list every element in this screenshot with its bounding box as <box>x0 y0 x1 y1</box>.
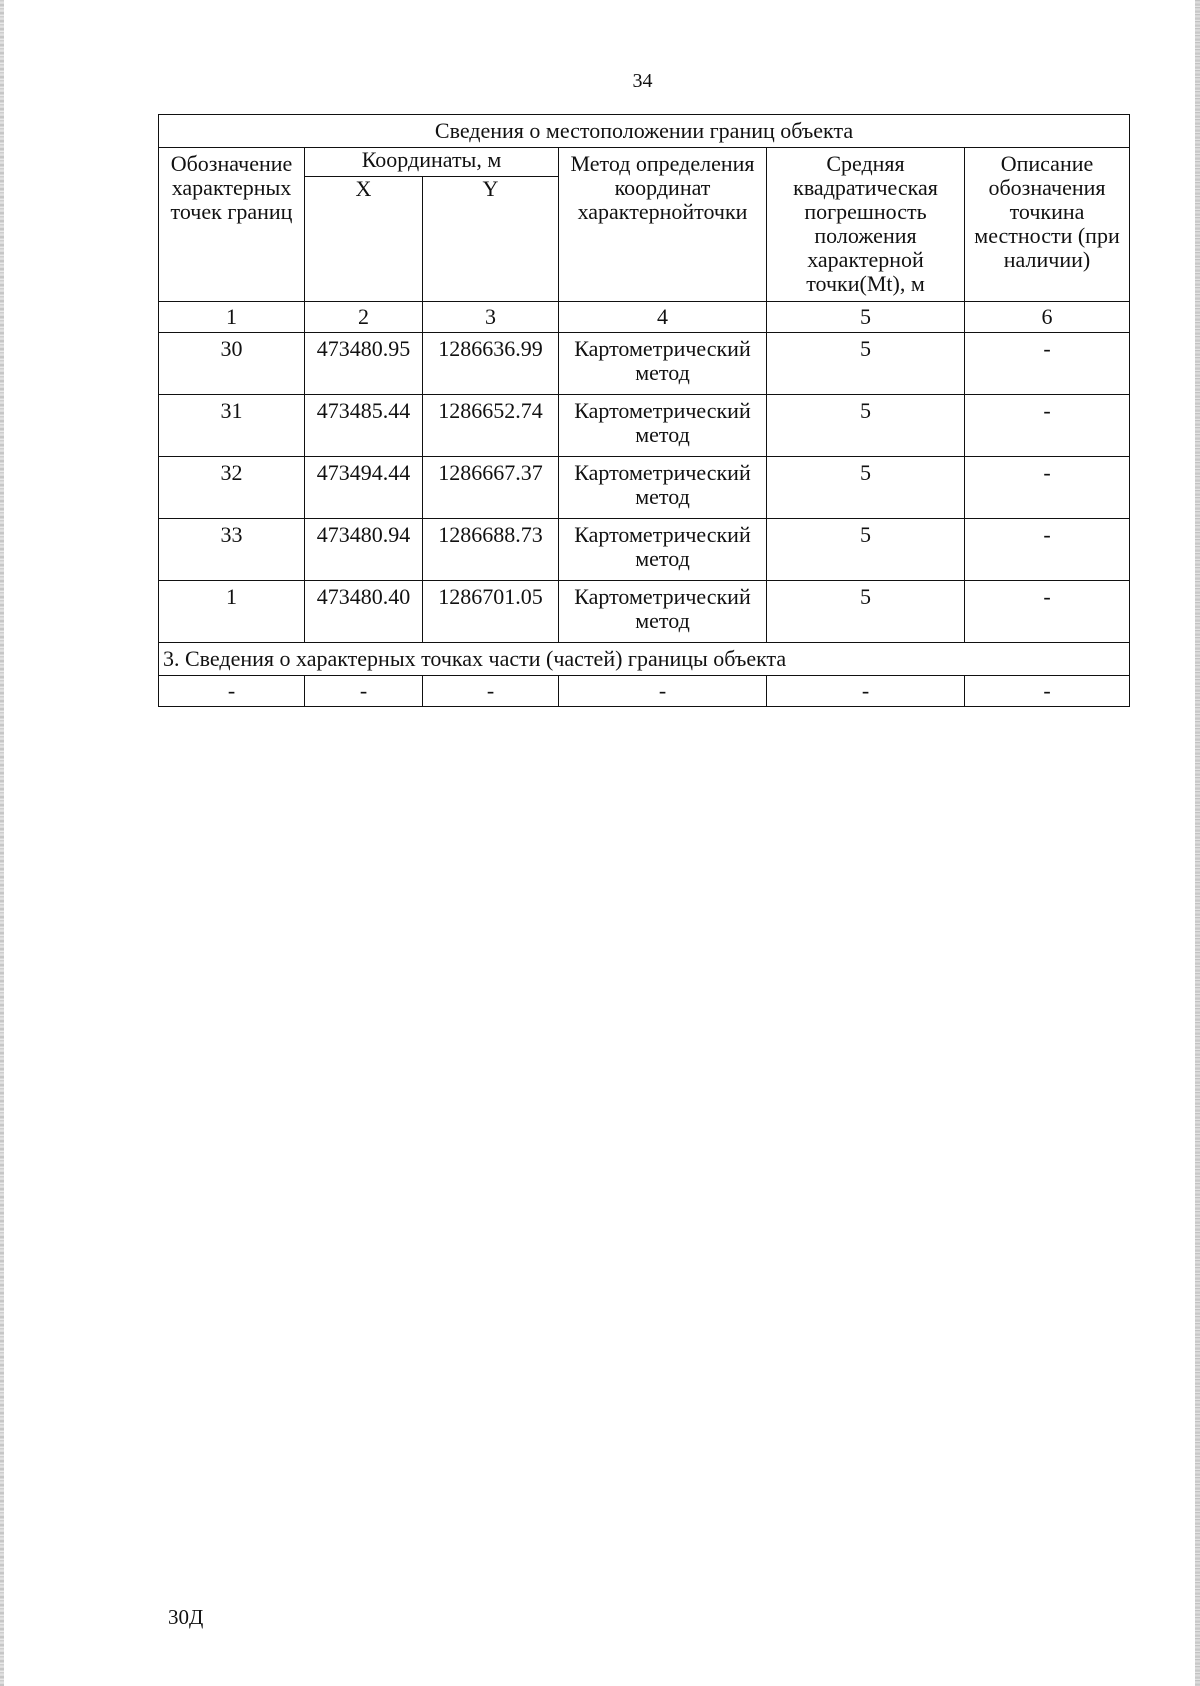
empty-cell: - <box>767 676 965 707</box>
empty-cell: - <box>965 676 1130 707</box>
method: Картометрический метод <box>559 457 767 519</box>
table-row <box>159 457 1130 519</box>
description: - <box>965 333 1130 395</box>
description: - <box>965 457 1130 519</box>
coord-x: 473485.44 <box>305 395 423 457</box>
column-number: 3 <box>423 302 559 333</box>
point-id: 30 <box>159 333 305 395</box>
section-3-title: 3. Сведения о характерных точках части (частей) границы объекта <box>159 643 1130 676</box>
point-id: 32 <box>159 457 305 519</box>
description: - <box>965 395 1130 457</box>
boundary-table <box>158 114 1130 707</box>
coord-y: 1286652.74 <box>423 395 559 457</box>
footer-code: 30Д <box>168 1605 204 1629</box>
table-row <box>159 395 1130 457</box>
error-value: 5 <box>767 333 965 395</box>
table-row <box>159 333 1130 395</box>
description: - <box>965 519 1130 581</box>
scan-edge-left <box>0 0 4 1686</box>
point-id: 1 <box>159 581 305 643</box>
table-title: Сведения о местоположении границ объекта <box>159 115 1130 148</box>
header-coordinates: Координаты, м <box>305 148 559 177</box>
method: Картометрический метод <box>559 395 767 457</box>
column-number: 5 <box>767 302 965 333</box>
header-x: X <box>305 177 423 302</box>
error-value: 5 <box>767 581 965 643</box>
error-value: 5 <box>767 519 965 581</box>
header-designation: Обозначение характерных точек границ <box>159 148 305 302</box>
table-row <box>159 519 1130 581</box>
method: Картометрический метод <box>559 581 767 643</box>
error-value: 5 <box>767 395 965 457</box>
coord-x: 473480.94 <box>305 519 423 581</box>
section-3-row <box>159 676 1130 707</box>
header-error: Средняя квадратическая погрешность положения характерной точки(Mt), м <box>767 148 965 302</box>
coord-y: 1286636.99 <box>423 333 559 395</box>
empty-cell: - <box>423 676 559 707</box>
column-number: 1 <box>159 302 305 333</box>
empty-cell: - <box>559 676 767 707</box>
coord-x: 473494.44 <box>305 457 423 519</box>
table-row <box>159 581 1130 643</box>
empty-cell: - <box>159 676 305 707</box>
method: Картометрический метод <box>559 519 767 581</box>
coord-x: 473480.95 <box>305 333 423 395</box>
coord-y: 1286688.73 <box>423 519 559 581</box>
coord-x: 473480.40 <box>305 581 423 643</box>
description: - <box>965 581 1130 643</box>
coord-y: 1286701.05 <box>423 581 559 643</box>
header-method: Метод определения координат характернойточки <box>559 148 767 302</box>
method: Картометрический метод <box>559 333 767 395</box>
column-number: 4 <box>559 302 767 333</box>
error-value: 5 <box>767 457 965 519</box>
coord-y: 1286667.37 <box>423 457 559 519</box>
header-description: Описание обозначения точкина местности (при наличии) <box>965 148 1130 302</box>
column-number: 6 <box>965 302 1130 333</box>
point-id: 31 <box>159 395 305 457</box>
page-number: 34 <box>632 70 653 92</box>
column-number-row <box>159 302 1130 333</box>
header-y: Y <box>423 177 559 302</box>
column-number: 2 <box>305 302 423 333</box>
scan-edge-right <box>1195 0 1200 1686</box>
empty-cell: - <box>305 676 423 707</box>
point-id: 33 <box>159 519 305 581</box>
